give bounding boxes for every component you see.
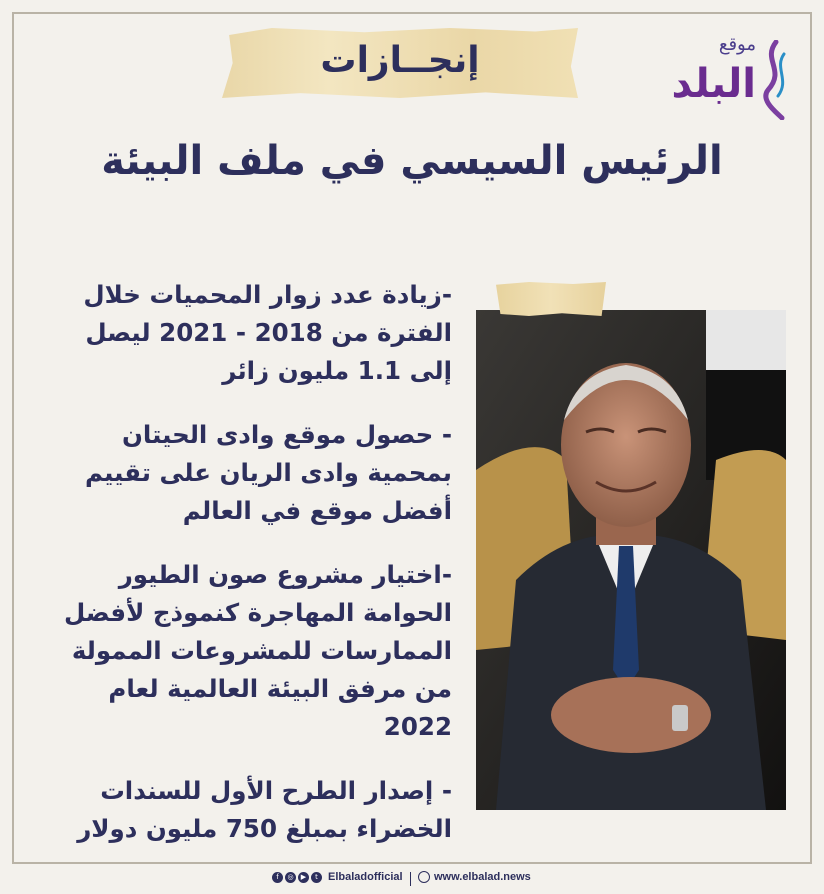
- twitter-icon[interactable]: t: [311, 872, 322, 883]
- facebook-icon[interactable]: f: [272, 872, 283, 883]
- list-item: -اختيار مشروع صون الطيور الحوامة المهاجرة كنموذج لأفضل الممارسات للمشروعات الممولة من مرفق البيئة العالمية لعام 2022: [64, 560, 452, 741]
- social-links[interactable]: [272, 871, 403, 883]
- site-logo[interactable]: [636, 30, 796, 122]
- youtube-icon[interactable]: ▶: [298, 872, 309, 883]
- social-handle[interactable]: Elbaladofficial: [328, 871, 403, 883]
- achievements-list: [40, 276, 452, 874]
- list-item: - إصدار الطرح الأول للسندات الخضراء بمبلغ 750 مليون دولار: [77, 776, 452, 843]
- instagram-icon[interactable]: ◎: [285, 872, 296, 883]
- footer: [0, 866, 824, 894]
- logo-swirl-icon: [756, 40, 792, 120]
- portrait-illustration: [476, 310, 786, 810]
- footer-divider: [410, 872, 411, 886]
- list-item: -زيادة عدد زوار المحميات خلال الفترة من 2018 - 2021 ليصل إلى 1.1 مليون زائر: [83, 280, 452, 385]
- logo-top-text: موقع: [718, 34, 756, 55]
- portrait-photo: [476, 310, 786, 810]
- section-label: إنجــازات: [320, 40, 480, 81]
- list-item: - حصول موقع وادى الحيتان بمحمية وادى الريان على تقييم أفضل موقع في العالم: [84, 420, 452, 525]
- globe-icon: [418, 871, 430, 883]
- headline: الرئيس السيسي في ملف البيئة: [101, 138, 723, 184]
- photo-tape: [496, 282, 606, 316]
- website-url[interactable]: www.elbalad.news: [434, 871, 531, 883]
- logo-main-text: البلد: [671, 61, 756, 107]
- website-link[interactable]: [418, 871, 531, 883]
